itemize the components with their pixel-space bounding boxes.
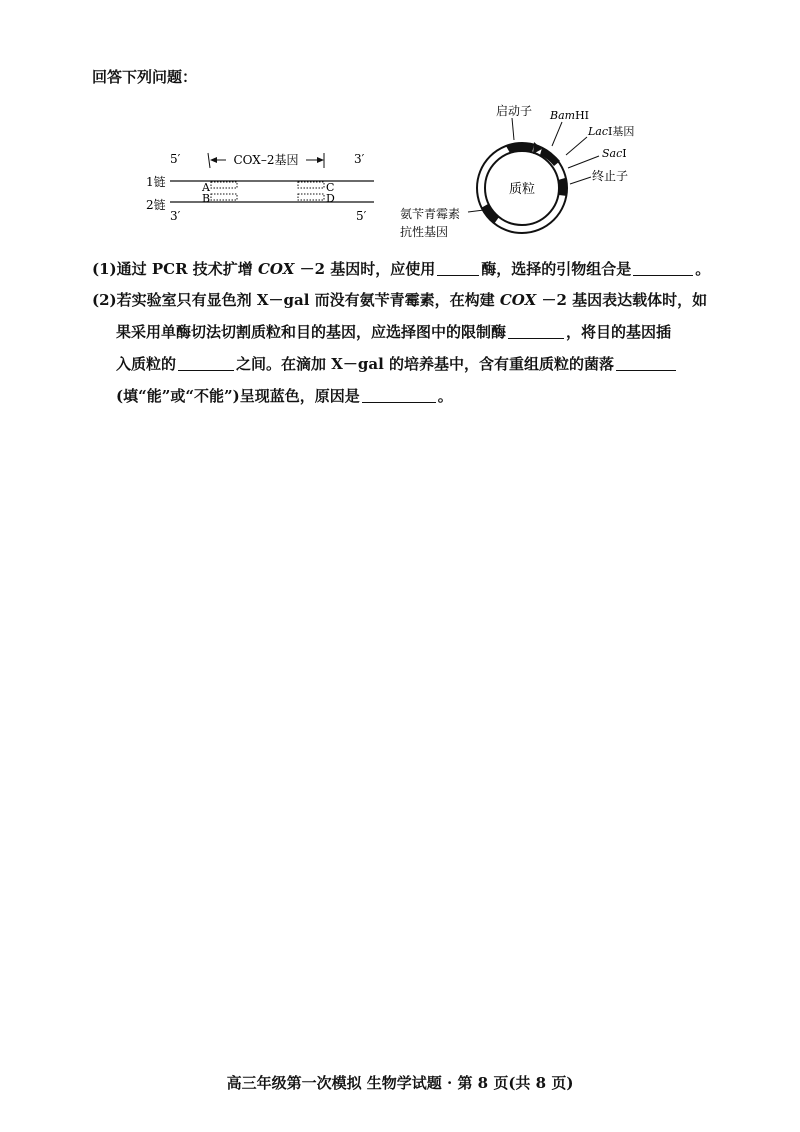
- answer-blank[interactable]: [616, 355, 676, 371]
- bamhi-label: BamHⅠ: [550, 109, 590, 122]
- question-2-line-2: 果采用单酶切法切割质粒和目的基因，应选择图中的限制酶 ，将目的基因插: [116, 323, 672, 341]
- end-3-bottom: 3′: [170, 209, 181, 223]
- primer-a-label: A: [202, 181, 210, 194]
- promoter-label: 启动子: [496, 104, 533, 118]
- terminator-label: 终止子: [592, 169, 629, 183]
- amp-leader: [468, 210, 484, 212]
- amp-label-line2: 抗性基因: [400, 225, 449, 239]
- end-5-bottom: 5′: [356, 209, 367, 223]
- end-5-top: 5′: [170, 152, 181, 166]
- primer-c-label: C: [326, 181, 335, 194]
- primer-c-block: [298, 182, 324, 188]
- dna-diagram: [146, 152, 374, 223]
- figure: [130, 98, 690, 248]
- primer-b-label: B: [202, 192, 211, 205]
- saci-leader: [568, 156, 599, 168]
- question-1: (1)通过 PCR 技术扩增 COX －2 基因时，应使用 酶，选择的引物组合是 。: [92, 260, 711, 278]
- strand2-label: 2链: [146, 198, 166, 212]
- question-2-line-1: (2)若实验室只有显色剂 X－gal 而没有氨苄青霉素，在构建 COX －2 基因表达载体时，如: [92, 291, 708, 309]
- question-2-line-3: 入质粒的 之间。在滴加 X－gal 的培养基中，含有重组质粒的菌落: [116, 354, 678, 374]
- answer-blank[interactable]: [178, 355, 234, 371]
- intro-text: 回答下列问题：: [92, 68, 198, 86]
- answer-blank[interactable]: [362, 387, 436, 403]
- promoter-leader: [512, 118, 514, 140]
- strand1-label: 1链: [146, 175, 166, 189]
- gene-bracket-left: [208, 153, 210, 168]
- gene-arrowhead-left: [210, 157, 217, 163]
- gene-label: COX–2基因: [233, 153, 299, 167]
- question-2-line-4: (填“能”或“不能”)呈现蓝色，原因是 。: [116, 387, 453, 405]
- plasmid-diagram: [400, 103, 634, 239]
- answer-blank[interactable]: [437, 260, 479, 276]
- bamhi-leader: [552, 122, 562, 146]
- primer-d-block: [298, 194, 324, 200]
- laci-label: LacⅠ基因: [588, 125, 635, 138]
- answer-blank[interactable]: [508, 323, 564, 339]
- primer-a-block: [211, 182, 237, 188]
- plasmid-center-label: 质粒: [508, 182, 536, 197]
- promoter-arrow: [533, 142, 542, 154]
- saci-label: SacⅠ: [602, 147, 627, 160]
- amp-label-line1: 氨苄青霉素: [400, 207, 461, 221]
- primer-b-block: [211, 194, 237, 200]
- terminator-leader: [570, 177, 591, 184]
- primer-d-label: D: [326, 192, 335, 205]
- end-3-top: 3′: [354, 152, 365, 166]
- laci-leader: [566, 137, 587, 155]
- gene-arrowhead-right: [317, 157, 324, 163]
- page-footer: 高三年级第一次模拟 生物学试题 · 第 8 页(共 8 页): [226, 1074, 574, 1092]
- answer-blank[interactable]: [633, 260, 693, 276]
